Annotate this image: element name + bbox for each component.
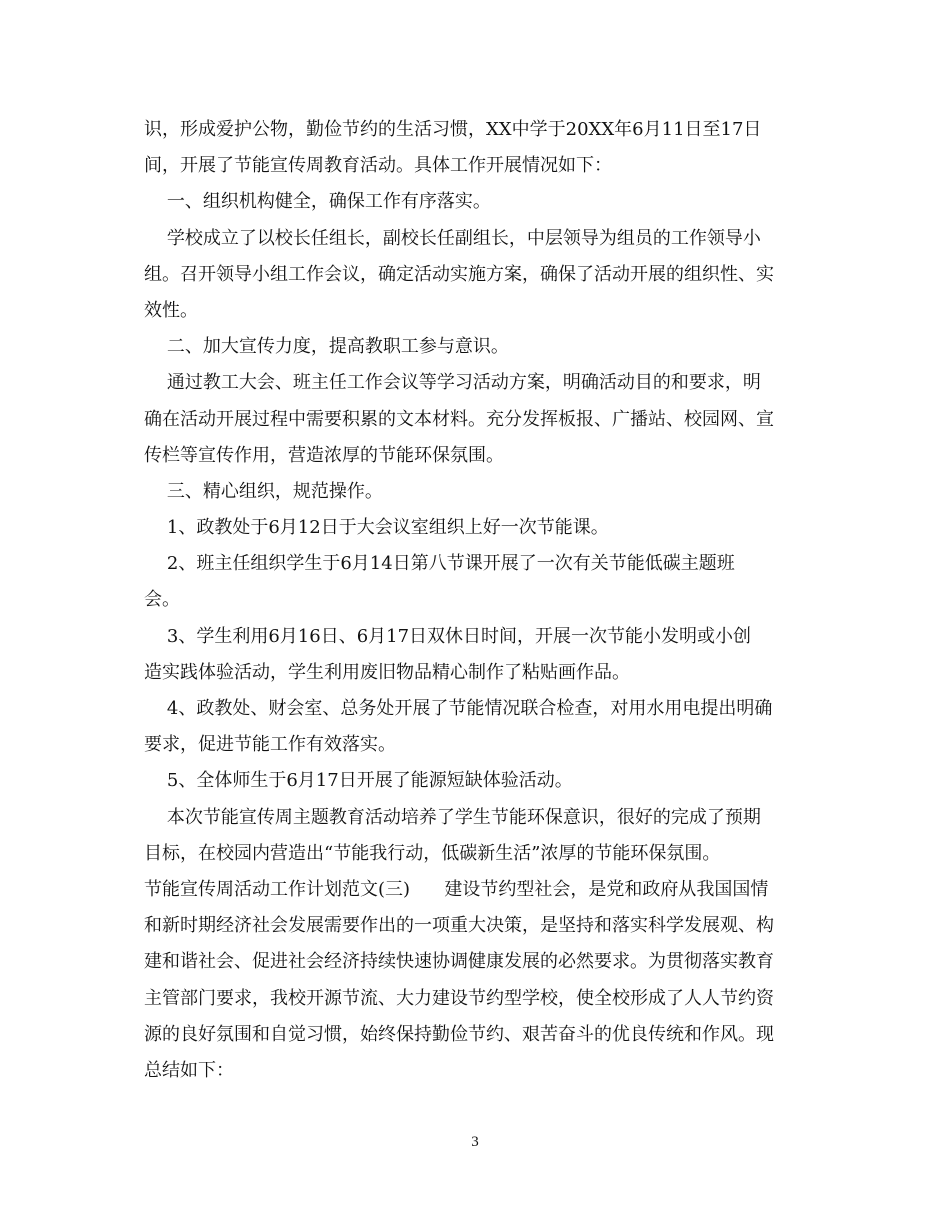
- text-line: 识，形成爱护公物，勤俭节约的生活习惯，XX中学于20XX年6月11日至17日: [144, 119, 762, 140]
- text-line: 学校成立了以校长任组长，副校长任副组长，中层领导为组员的工作领导小: [144, 227, 761, 249]
- text-line: 间，开展了节能宣传周教育活动。具体工作开展情况如下：: [144, 155, 612, 177]
- document-body: [144, 112, 824, 1089]
- text-line: 节能宣传周活动工作计划范文(三) 建设节约型社会，是党和政府从我国国情: [144, 878, 769, 900]
- text-line: 目标，在校园内营造出“节能我行动，低碳新生活”浓厚的节能环保氛围。: [144, 842, 721, 864]
- text-line: 和新时期经济社会发展需要作出的一项重大决策，是坚持和落实科学发展观、构: [144, 915, 774, 937]
- text-line: 通过教工大会、班主任工作会议等学习活动方案，明确活动目的和要求，明: [144, 372, 761, 394]
- text-line: 建和谐社会、促进社会经济持续快速协调健康发展的必然要求。为贯彻落实教育: [144, 951, 774, 973]
- text-line: 本次节能宣传周主题教育活动培养了学生节能环保意识，很好的完成了预期: [144, 806, 761, 828]
- section-heading: 二、加大宣传力度，提高教职工参与意识。: [144, 336, 509, 358]
- list-item: 2、班主任组织学生于6月14日第八节课开展了一次有关节能低碳主题班: [144, 553, 735, 575]
- section-heading: 一、组织机构健全，确保工作有序落实。: [144, 191, 491, 213]
- list-item: 5、全体师生于6月17日开展了能源短缺体验活动。: [144, 770, 573, 792]
- text-line: 会。: [144, 589, 180, 611]
- page-number: 3: [471, 1134, 479, 1150]
- section-heading: 三、精心组织，规范操作。: [144, 480, 383, 502]
- text-line: 要求，促进节能工作有效落实。: [144, 734, 396, 756]
- text-line: 组。召开领导小组工作会议，确定活动实施方案，确保了活动开展的组织性、实: [144, 263, 774, 285]
- text-line: 传栏等宣传作用，营造浓厚的节能环保氛围。: [144, 444, 504, 466]
- text-line: 造实践体验活动，学生利用废旧物品精心制作了粘贴画作品。: [144, 661, 630, 683]
- list-item: 3、学生利用6月16日、6月17日双休日时间，开展一次节能小发明或小创: [144, 625, 752, 647]
- text-line: 主管部门要求，我校开源节流、大力建设节约型学校，使全校形成了人人节约资: [144, 987, 774, 1009]
- text-line: 确在活动开展过程中需要积累的文本材料。充分发挥板报、广播站、校园网、宣: [144, 408, 774, 430]
- list-item: 4、政教处、财会室、总务处开展了节能情况联合检查，对用水用电提出明确: [144, 698, 773, 719]
- text-line: 源的良好氛围和自觉习惯，始终保持勤俭节约、艰苦奋斗的优良传统和作风。现: [144, 1023, 774, 1045]
- list-item: 1、政教处于6月12日于大会议室组织上好一次节能课。: [144, 517, 609, 539]
- text-line: 总结如下：: [144, 1059, 234, 1081]
- text-line: 效性。: [144, 299, 198, 321]
